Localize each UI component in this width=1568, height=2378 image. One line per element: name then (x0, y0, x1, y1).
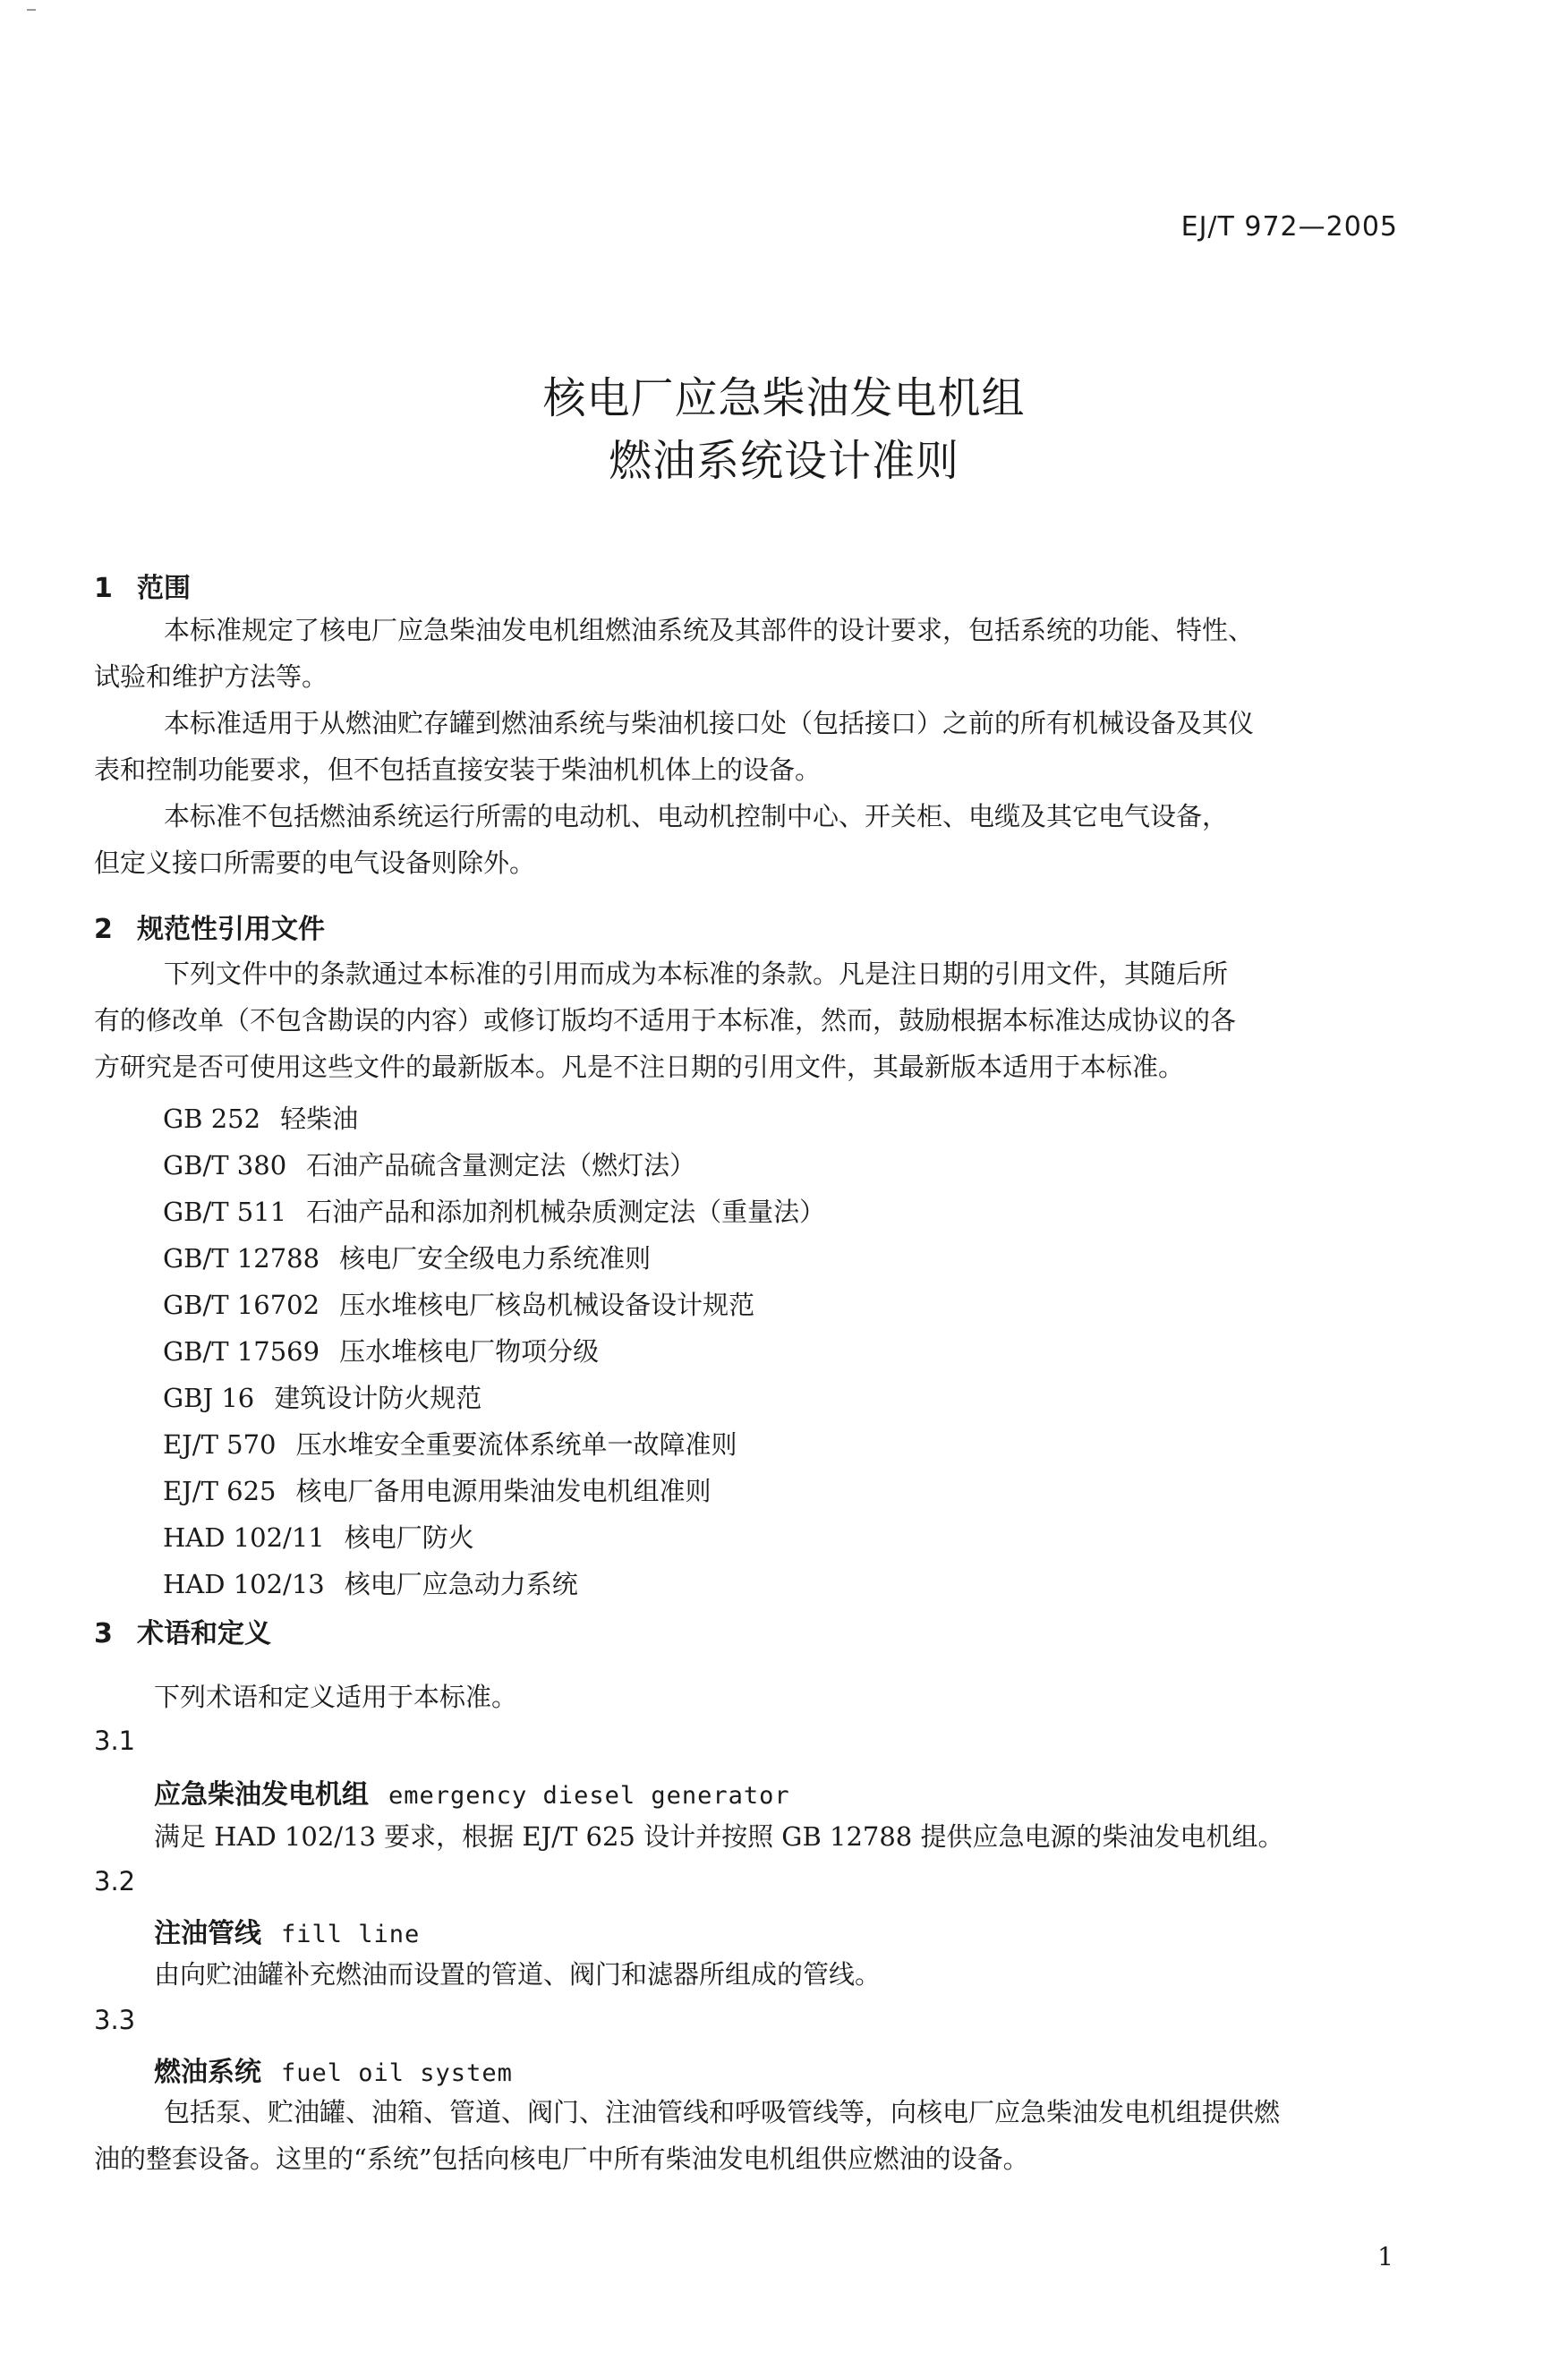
term-zh: 应急柴油发电机组 (154, 1779, 369, 1811)
reference-code: HAD 102/11 (163, 1522, 325, 1553)
reference-name: 石油产品和添加剂机械杂质测定法（重量法） (306, 1197, 826, 1227)
text-line: 本标准规定了核电厂应急柴油发电机组燃油系统及其部件的设计要求，包括系统的功能、特性、 (164, 615, 1255, 645)
reference-code: HAD 102/13 (163, 1569, 325, 1599)
section-heading-2 (94, 907, 325, 946)
reference-name: 压水堆核电厂物项分级 (339, 1336, 600, 1367)
text-line: 油的整套设备。这里的“系统”包括向核电厂中所有柴油发电机组供应燃油的设备。 (94, 2144, 1029, 2174)
reference-code: GB/T 12788 (163, 1243, 320, 1274)
term-entry (154, 1911, 420, 1950)
term-zh: 注油管线 (154, 1918, 261, 1949)
text-line: 包括泵、贮油罐、油箱、管道、阀门、注油管线和呼吸管线等，向核电厂应急柴油发电机组提供燃 (164, 2097, 1281, 2127)
reference-item (163, 1375, 481, 1421)
reference-code: GB 252 (163, 1104, 261, 1134)
reference-item (163, 1235, 651, 1282)
reference-item (163, 1468, 712, 1514)
standard-code: EJ/T 972—2005 (1180, 211, 1398, 243)
reference-code: EJ/T 570 (163, 1429, 277, 1460)
section-title: 规范性引用文件 (137, 914, 325, 945)
page-number: 1 (1377, 2242, 1393, 2271)
reference-item (163, 1421, 737, 1468)
reference-code: GB/T 17569 (163, 1336, 320, 1367)
text-line: 但定义接口所需要的电气设备则除外。 (94, 848, 536, 878)
paragraph-scope-1 (94, 607, 1405, 700)
reference-name: 轻柴油 (280, 1104, 359, 1134)
term-en: fill line (281, 1921, 421, 1948)
section-heading-1 (94, 566, 191, 605)
reference-name: 压水堆安全重要流体系统单一故障准则 (295, 1429, 737, 1460)
reference-name: 核电厂备用电源用柴油发电机组准则 (295, 1476, 712, 1506)
text-line: 本标准适用于从燃油贮存罐到燃油系统与柴油机接口处（包括接口）之前的所有机械设备及其仪 (164, 708, 1255, 738)
reference-item (163, 1142, 695, 1189)
term-definition: 满足 HAD 102/13 要求，根据 EJ/T 625 设计并按照 GB 12788 提供应急电源的柴油发电机组。 (154, 1821, 1284, 1852)
term-definition: 由向贮油罐补充燃油而设置的管道、阀门和滤器所组成的管线。 (154, 1959, 882, 1990)
text-line: 方研究是否可使用这些文件的最新版本。凡是不注日期的引用文件，其最新版本适用于本标准。 (94, 1052, 1185, 1082)
reference-code: GB/T 511 (163, 1197, 287, 1227)
reference-name: 建筑设计防火规范 (274, 1383, 482, 1413)
text-line: 试验和维护方法等。 (94, 661, 328, 692)
term-zh: 燃油系统 (154, 2057, 261, 2088)
document-title-line1: 核电厂应急柴油发电机组 (542, 373, 1026, 423)
paragraph-scope-3 (94, 793, 1405, 886)
reference-name: 核电厂安全级电力系统准则 (339, 1243, 652, 1274)
reference-code: GB/T 380 (163, 1150, 287, 1180)
text-line: 表和控制功能要求，但不包括直接安装于柴油机机体上的设备。 (94, 754, 822, 785)
term-definition (94, 2089, 1405, 2182)
reference-code: GBJ 16 (163, 1383, 255, 1413)
reference-item (163, 1282, 754, 1328)
section-number: 3 (94, 1618, 113, 1649)
term-number: 3.3 (94, 2005, 136, 2035)
paragraph-scope-2 (94, 700, 1405, 793)
term-entry (154, 2050, 513, 2089)
text-line: 下列术语和定义适用于本标准。 (154, 1682, 518, 1712)
term-en: fuel oil system (281, 2059, 513, 2087)
text-line: 有的修改单（不包含勘误的内容）或修订版均不适用于本标准，然而，鼓励根据本标准达成协议的各 (94, 1005, 1237, 1036)
term-entry (154, 1772, 790, 1811)
reference-name: 核电厂防火 (344, 1522, 474, 1553)
text-line: 本标准不包括燃油系统运行所需的电动机、电动机控制中心、开关柜、电缆及其它电气设备， (164, 801, 1229, 831)
text-line: 下列文件中的条款通过本标准的引用而成为本标准的条款。凡是注日期的引用文件，其随后所 (164, 959, 1229, 989)
term-number: 3.1 (94, 1726, 136, 1756)
reference-name: 石油产品硫含量测定法（燃灯法） (306, 1150, 696, 1180)
paragraph-normative-references (94, 950, 1405, 1090)
section-heading-3 (94, 1611, 271, 1650)
scan-mark (27, 9, 36, 11)
reference-item (163, 1328, 599, 1375)
section-number: 1 (94, 573, 113, 604)
section-title: 术语和定义 (137, 1618, 271, 1649)
section-title: 范围 (137, 573, 191, 604)
reference-code: EJ/T 625 (163, 1476, 277, 1506)
section-number: 2 (94, 914, 113, 945)
reference-name: 核电厂应急动力系统 (344, 1569, 578, 1599)
reference-item (163, 1514, 474, 1561)
terms-intro (154, 1674, 1407, 1720)
term-number: 3.2 (94, 1866, 136, 1896)
reference-item (163, 1095, 358, 1142)
reference-item (163, 1189, 825, 1235)
term-en: emergency diesel generator (388, 1782, 790, 1810)
reference-name: 压水堆核电厂核岛机械设备设计规范 (339, 1290, 755, 1320)
document-title-line2: 燃油系统设计准则 (608, 436, 959, 486)
reference-item (163, 1561, 578, 1607)
reference-code: GB/T 16702 (163, 1290, 320, 1320)
